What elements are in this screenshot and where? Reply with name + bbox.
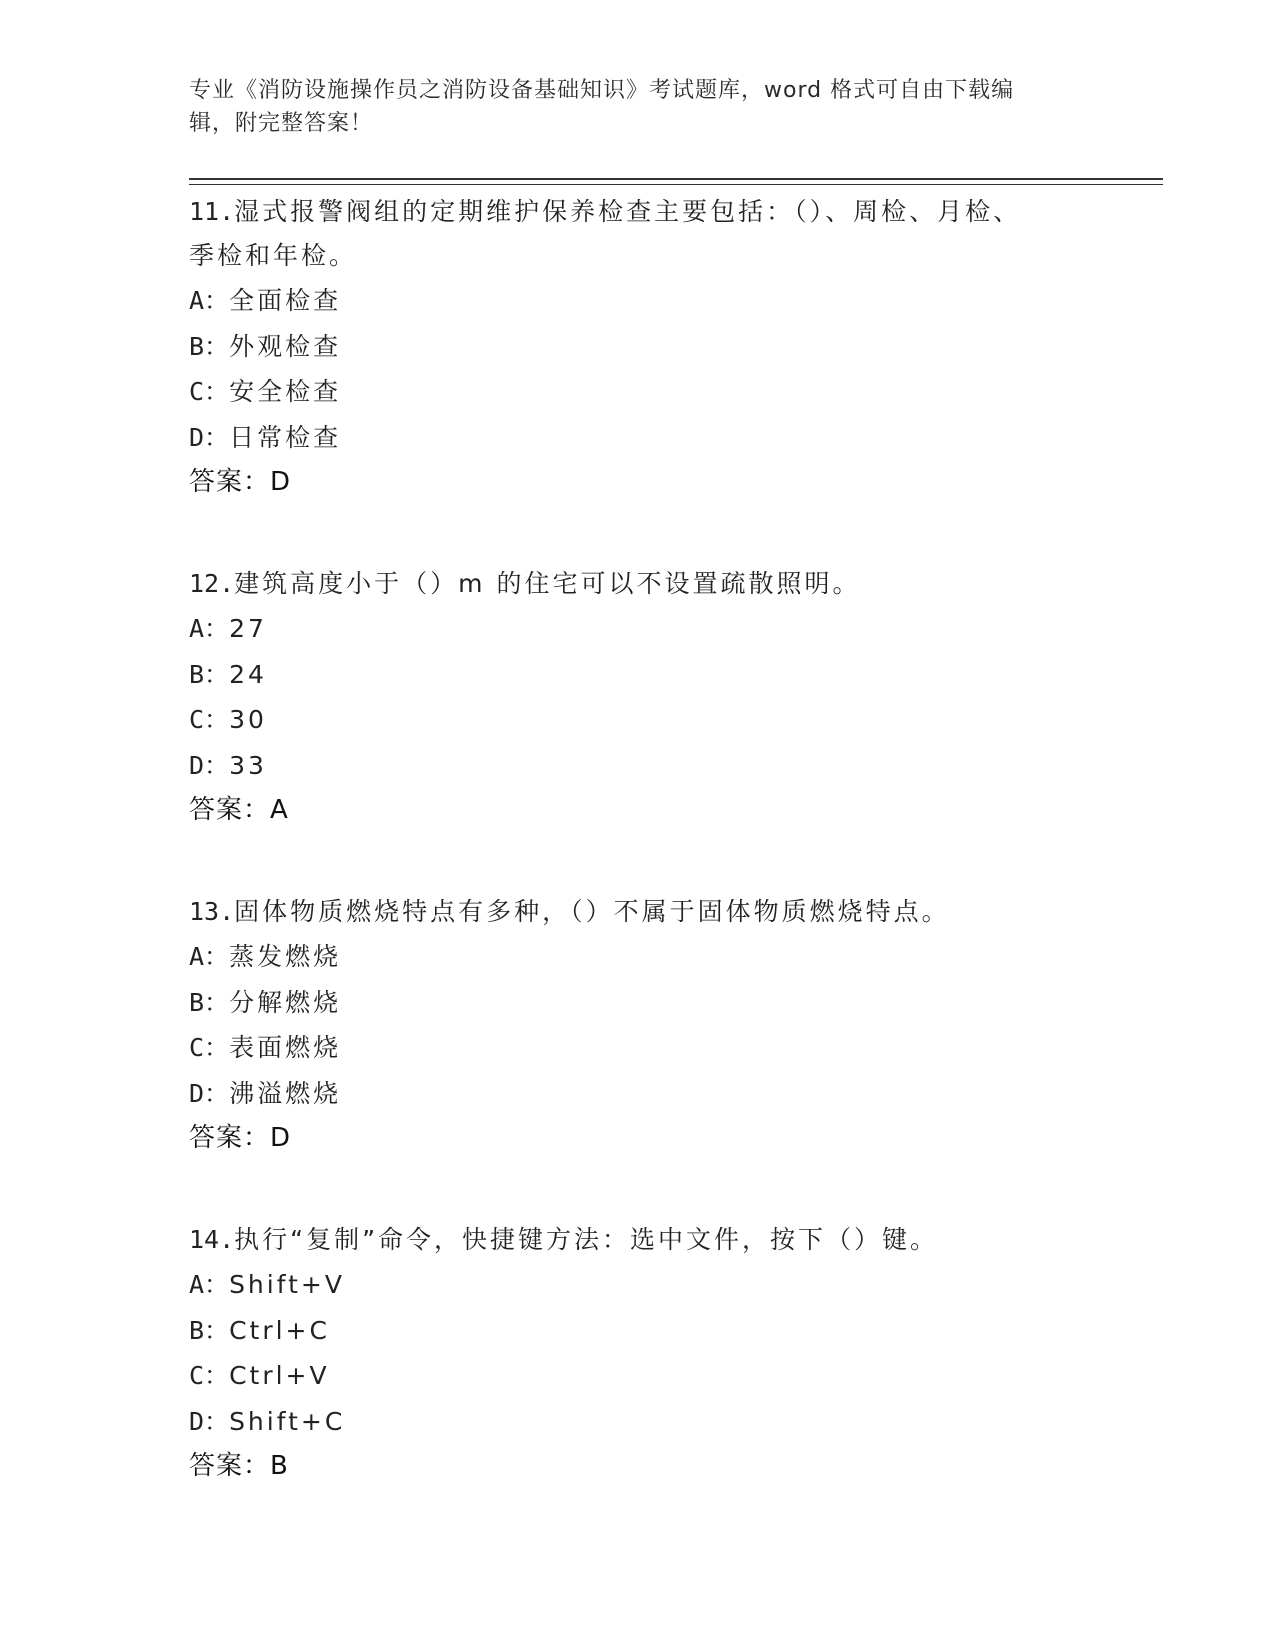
question-11 [189,190,1089,505]
option-key: B： [189,331,230,361]
option-b [189,1308,1089,1354]
answer-line: 答案：D [189,1123,292,1153]
option-key: D： [189,422,230,452]
option-key: C： [189,1361,230,1390]
question-spacer [189,505,1089,562]
option-text: 30 [229,705,267,734]
option-d [189,415,1089,461]
answer-line: 答案：B [189,1451,289,1481]
question-number: 14. [189,1225,235,1254]
option-key: C： [189,1033,230,1062]
question-spacer [189,1161,1089,1218]
option-key: C： [189,705,230,734]
question-text-line-1: 执行“复制”命令，快捷键方法：选中文件，按下（）键。 [234,1225,939,1254]
question-stem [189,1218,1089,1262]
option-text: Ctrl+C [229,1315,330,1345]
question-stem [189,190,1089,234]
question-number: 11. [189,197,235,226]
option-text: 24 [229,659,267,689]
option-text: 27 [229,614,267,643]
option-text: 分解燃烧 [229,987,342,1017]
header-divider-thick [189,178,1163,180]
option-key: A： [189,614,230,643]
option-b [189,652,1089,698]
option-d [189,743,1089,789]
option-key: A： [189,942,230,971]
question-14 [189,1218,1089,1489]
option-text: 日常检查 [229,422,342,452]
question-text-line-1: 湿式报警阀组的定期维护保养检查主要包括：（）、周检、月检、 [234,197,1022,226]
option-c [189,1025,1089,1071]
question-list [189,190,1089,1489]
option-key: B： [189,987,230,1017]
option-c [189,697,1089,743]
option-text: Shift+C [229,1406,346,1436]
question-stem [189,890,1089,934]
option-b [189,324,1089,370]
option-a [189,934,1089,980]
option-text: 安全检查 [229,377,342,406]
question-number: 12. [189,569,235,598]
option-text: 33 [229,750,267,780]
option-key: A： [189,1270,230,1299]
header-note-line-1: 专业《消防设施操作员之消防设备基础知识》考试题库，word 格式可自由下载编 [189,78,1015,103]
option-d [189,1071,1089,1117]
question-text-line-1: 建筑高度小于（）m 的住宅可以不设置疏散照明。 [234,569,861,598]
option-key: D： [189,1406,230,1436]
question-spacer [189,833,1089,890]
question-12 [189,562,1089,833]
question-text-line-1: 固体物质燃烧特点有多种，（）不属于固体物质燃烧特点。 [234,897,950,926]
question-text-line-2: 季检和年检。 [189,241,358,270]
question-number: 13. [189,897,235,926]
option-key: B： [189,1315,230,1345]
question-13 [189,890,1089,1161]
option-key: B： [189,659,230,689]
option-d [189,1399,1089,1445]
option-b [189,980,1089,1026]
option-text: Ctrl+V [229,1361,330,1390]
option-key: D： [189,1078,230,1108]
option-key: D： [189,750,230,780]
question-stem [189,562,1089,606]
option-c [189,1353,1089,1399]
option-text: 外观检查 [229,331,342,361]
answer-line: 答案：D [189,467,292,497]
option-text: Shift+V [229,1270,345,1299]
option-c [189,369,1089,415]
option-a [189,1262,1089,1308]
option-a [189,278,1089,324]
option-text: 全面检查 [229,286,342,315]
option-key: C： [189,377,230,406]
answer-line: 答案：A [189,795,289,825]
option-text: 蒸发燃烧 [229,942,342,971]
option-key: A： [189,286,230,315]
option-text: 沸溢燃烧 [229,1078,342,1108]
header-divider-thin [189,184,1163,185]
option-a [189,606,1089,652]
option-text: 表面燃烧 [229,1033,342,1062]
header-note [189,74,1069,140]
header-note-line-2: 辑，附完整答案！ [189,111,374,136]
